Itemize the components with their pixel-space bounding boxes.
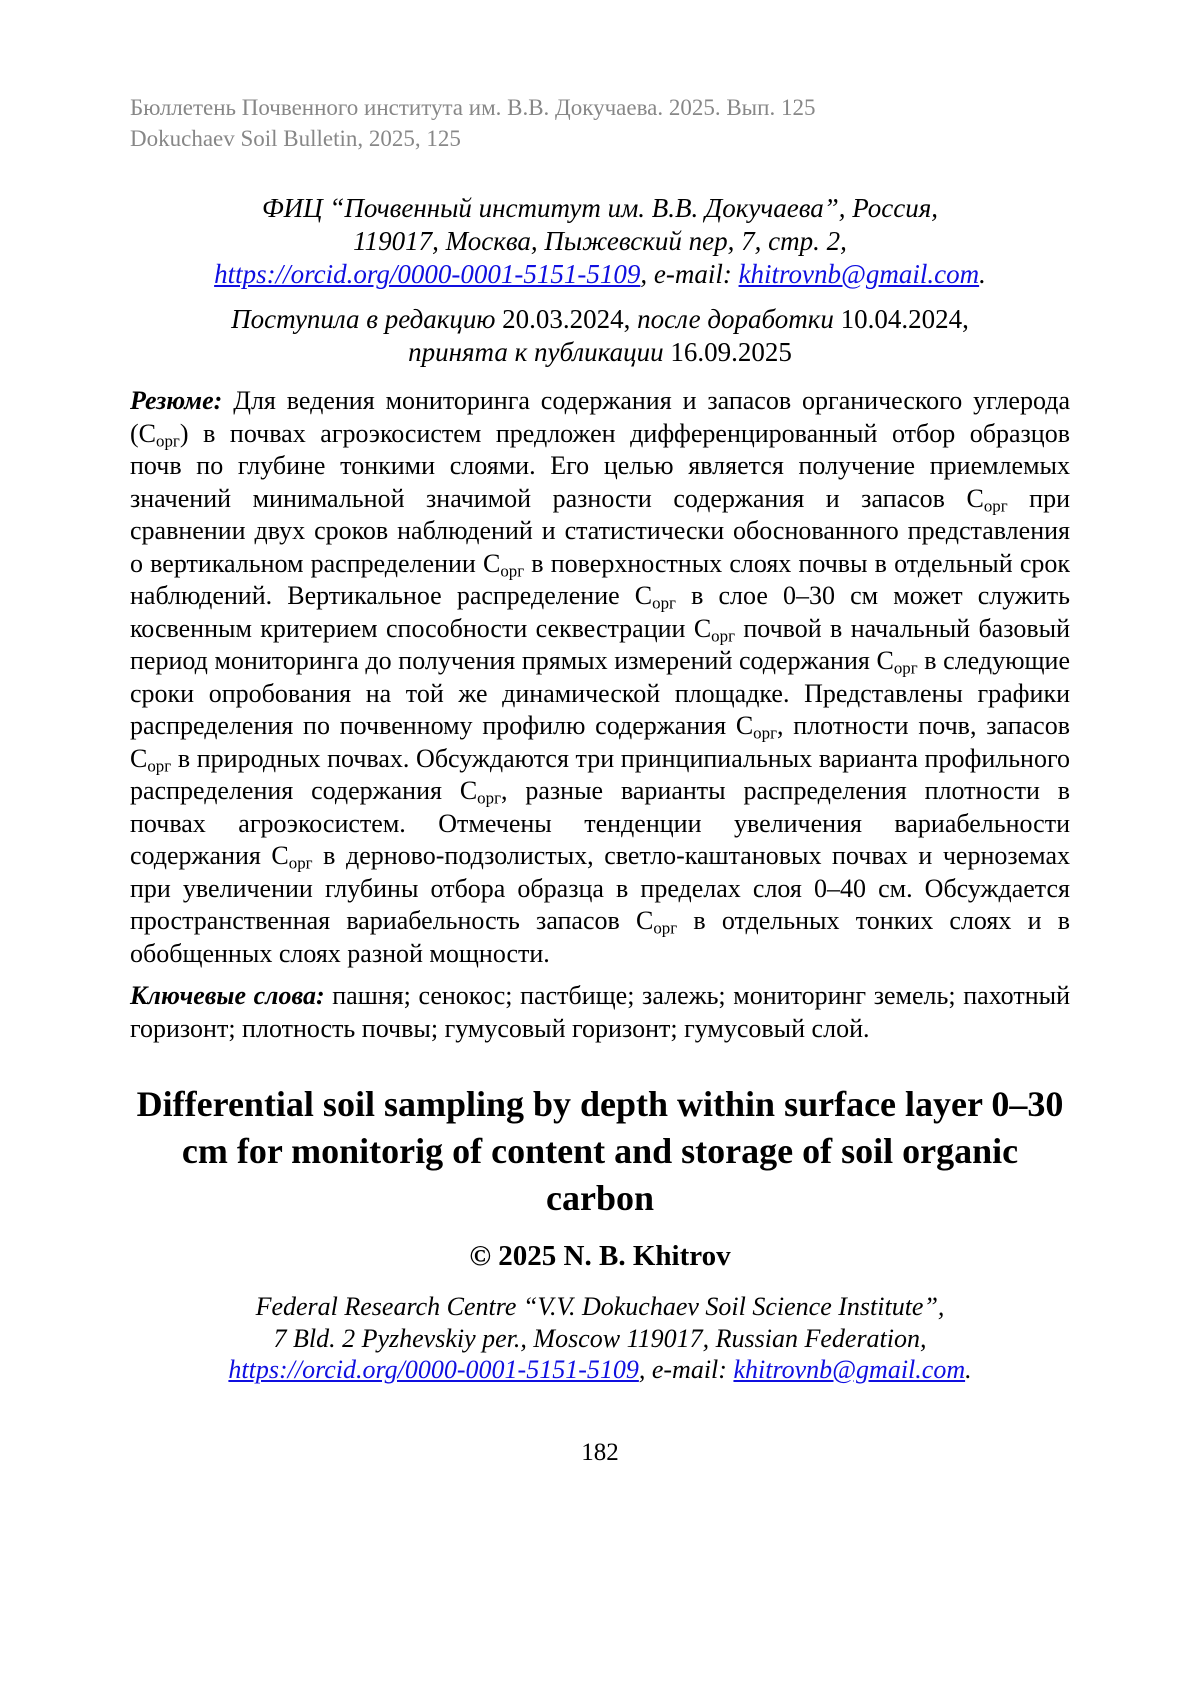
affiliation-ru — [130, 192, 1070, 291]
subscript-text: орг — [288, 853, 313, 873]
text-segment: в отдельных тонких слоях и в обобщенных слоях разной мощности. — [130, 906, 1070, 968]
text-segment: в следующие сроки опробования на той же динамической площадке. Представлены графики распределения по почвенному профилю содержания С — [130, 646, 1071, 740]
subscript-text: орг — [500, 561, 525, 581]
text-segment: в природных почвах. Обсуждаются три принципиальных варианта профильного распределения содержания С — [130, 743, 1070, 805]
affiliation-ru-line2: 119017, Москва, Пыжевский пер, 7, стр. 2, — [353, 226, 847, 256]
text-segment: Резюме: — [130, 386, 234, 415]
journal-title-en: Dokuchaev Soil Bulletin, 2025, 125 — [130, 126, 461, 151]
journal-header — [130, 92, 1070, 154]
subscript-text: орг — [753, 723, 777, 743]
orcid-link[interactable]: https://orcid.org/0000-0001-5151-5109 — [228, 1355, 639, 1384]
subscript-text: орг — [477, 788, 501, 808]
text-segment: , e-mail: — [638, 1355, 734, 1384]
email-link[interactable]: khitrovnb@gmail.com — [738, 259, 980, 289]
text-segment: в поверхностных слоях почвы в отдельный срок наблюдений. Вертикальное распределение С — [130, 548, 1070, 610]
subscript-text: орг — [983, 496, 1008, 516]
text-segment: Поступила в редакцию — [231, 304, 503, 334]
orcid-link[interactable]: https://orcid.org/0000-0001-5151-5109 — [214, 259, 641, 289]
journal-title-ru: Бюллетень Почвенного института им. В.В. Докучаева. 2025. Вып. 125 — [130, 95, 816, 120]
affiliation-en-contacts — [130, 1354, 1070, 1386]
received-line1 — [130, 303, 1070, 336]
affiliation-en-line2: 7 Bld. 2 Pyzhevskiy per., Moscow 119017, Russian Federation, — [273, 1323, 927, 1353]
received-line2 — [130, 336, 1070, 369]
text-segment: Для ведения мониторинга содержания и запасов органического углерода (С — [130, 386, 1070, 448]
article-title-en: Differential soil sampling by depth within surface layer 0–30 cm for monitorig of content and storage of soil organic carbon — [136, 1084, 1064, 1218]
subscript-text: орг — [652, 593, 676, 613]
text-segment: 16.09.2025 — [670, 337, 792, 367]
text-segment: принята к публикации — [408, 337, 671, 367]
text-segment: . — [965, 1355, 972, 1384]
received-dates — [130, 303, 1070, 369]
text-segment: 20.03.2024, — [502, 304, 638, 334]
affiliation-ru-contacts — [130, 258, 1070, 291]
email-link[interactable]: khitrovnb@gmail.com — [733, 1355, 966, 1384]
text-segment: после доработки — [637, 304, 841, 334]
keywords-paragraph — [130, 980, 1070, 1045]
abstract-paragraph — [130, 385, 1070, 970]
subscript-text: орг — [893, 658, 918, 678]
text-segment: , e-mail: — [640, 259, 739, 289]
text-segment: в слое 0–30 см может служить косвенным критерием способности секвестрации С — [130, 581, 1071, 643]
subscript-text: орг — [147, 756, 172, 776]
text-segment: 10.04.2024, — [840, 304, 969, 334]
subscript-text: орг — [156, 431, 180, 451]
text-segment: . — [979, 259, 986, 289]
page-number: 182 — [581, 1438, 619, 1466]
text-segment: Ключевые слова: — [130, 981, 333, 1010]
copyright-line: © 2025 N. B. Khitrov — [469, 1240, 731, 1272]
text-segment: в дерново-подзолистых, светло-каштановых почвах и черноземах при увеличении глубины отбора образца в пределах слоя 0–40 см. Обсуждается пространственная вариабельность запасов С — [130, 841, 1070, 935]
text-segment: почвой в начальный базовый период мониторинга до получения прямых измерений содержания С — [130, 613, 1070, 675]
subscript-text: орг — [711, 626, 735, 646]
text-segment: при сравнении двух сроков наблюдений и статистически обоснованного представления о вертикальном распределении С — [130, 483, 1071, 578]
subscript-text: орг — [653, 918, 678, 938]
text-segment: , плотности почв, запасов С — [130, 711, 1070, 773]
text-segment: , разные варианты распределения плотности в почвах агроэкосистем. Отмечены тенденции увеличения вариабельности содержания С — [130, 776, 1070, 870]
text-segment: пашня; сенокос; пастбище; залежь; мониторинг земель; пахотный горизонт; плотность почвы; гумусовый горизонт; гумусовый слой. — [130, 981, 1070, 1043]
affiliation-en-line1: Federal Research Centre “V.V. Dokuchaev Soil Science Institute”, — [255, 1292, 945, 1321]
affiliation-ru-line1: ФИЦ “Почвенный институт им. В.В. Докучаева”, Россия, — [261, 193, 939, 223]
affiliation-en — [130, 1291, 1070, 1386]
text-segment: ) в почвах агроэкосистем предложен дифференцированный отбор образцов почв по глубине тонкими слоями. Его целью является получение приемлемых значений минимальной значимой разности содержания и запасов С — [130, 418, 1070, 513]
